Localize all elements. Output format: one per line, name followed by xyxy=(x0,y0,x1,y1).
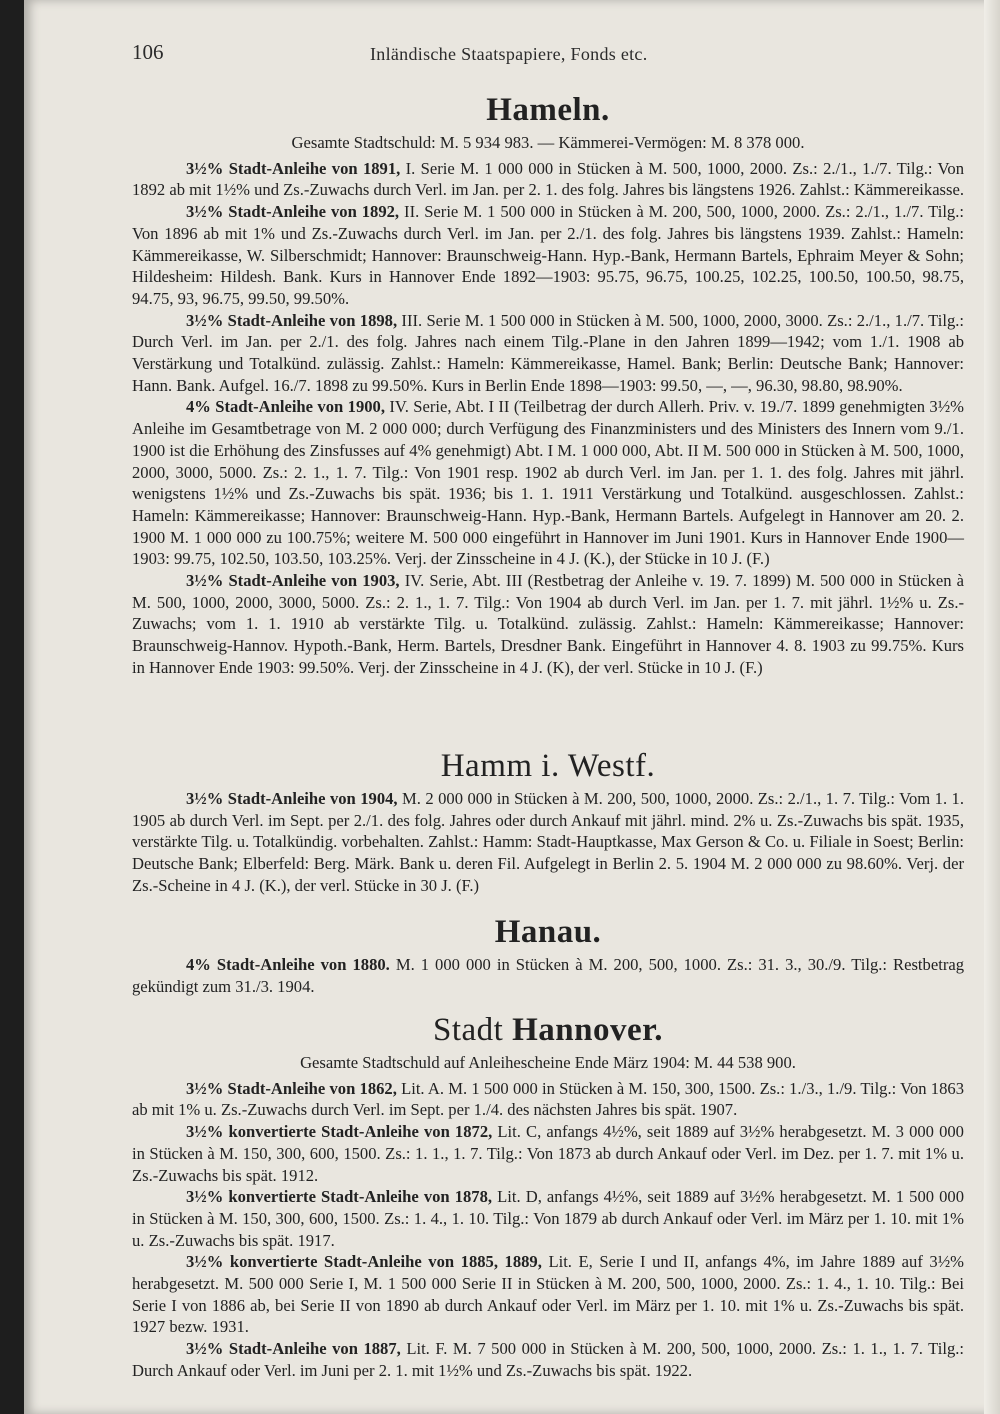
entry-heading: 3½% konvertierte Stadt-Anleihe von 1885, 1889, xyxy=(186,1252,542,1272)
section-title: Hamm i. Westf. xyxy=(440,748,656,784)
entry-text: Lit. C, anfangs 4½%, seit 1889 auf 3½% herabgesetzt. M. 3 000 000 in Stücken à M. 150, 300, 600, 1500. Zs.: 1. 1., 1. 7. Tilg.: Von 1873 ab durch Ankauf oder Verl. im Dez. per 1. 7. mit 1% u. Zs.-Zuwachs bis spät. 1912. xyxy=(132,1122,964,1185)
section-summary: Gesamte Stadtschuld: M. 5 934 983. — Kämmerei-Vermögen: M. 8 378 000. xyxy=(291,133,805,152)
entry-text: Lit. A. M. 1 500 000 in Stücken à M. 150, 300, 1500. Zs.: 1./3., 1./9. Tilg.: Von 1863 ab mit 1% u. Zs.-Zuwachs durch Verl. im Sept. per 1./4. des nächsten Jahres bis spät. 1907. xyxy=(132,1078,964,1120)
entry-text: IV. Serie, Abt. III (Restbetrag der Anleihe v. 19. 7. 1899) M. 500 000 in Stücken à M. 500, 1000, 2000, 3000, 5000. Zs.: 2. 1., 1. 7. Tilg.: Von 1904 ab durch Verl. im Jan. per 1. 7. mit jährl. 1½% u. Zs.-Zuwachs; vom 1. 1. 1910 ab verstärkte Tilg. u. Totalkünd. zulässig. Zahlst.: Hameln: Kämmereikasse; Hannover: Braunschweig-Hannov. Hypoth.-Bank, Herm. Bartels, Dresdner Bank. Eingeführt in Hannover 4. 8. 1903 zu 99.75%. Kurs in Hannover Ende 1903: 99.50%. Verj. der Zinsscheine in 4 J. (K), der verl. Stücke in 10 J. (F.) xyxy=(132,571,964,677)
section-summary: Gesamte Stadtschuld auf Anleihescheine Ende März 1904: M. 44 538 900. xyxy=(300,1053,796,1072)
entry-text: III. Serie M. 1 500 000 in Stücken à M. 500, 1000, 2000, 3000. Zs.: 2./1., 1./7. Tilg.: Durch Verl. im Jan. per 2./1. des folg. Jahres nach einem Tilg.-Plane in den Jahren 1899—1942; vom 1./1. 1908 ab Verstärkung und Totalkünd. zulässig. Zahlst.: Hameln: Kämmereikasse, Hamel. Bank; Berlin: Deutsche Bank; Hannover: Hann. Bank. Aufgel. 16./7. 1898 zu 99.50%. Kurs in Berlin Ende 1898—1903: 99.50, —, —, 96.30, 98.80, 98.90%. xyxy=(132,310,965,395)
entry xyxy=(132,1338,964,1381)
entry-heading: 3½% konvertierte Stadt-Anleihe von 1878, xyxy=(186,1187,493,1207)
entry xyxy=(132,1186,964,1251)
section-title: Hanau. xyxy=(494,914,602,950)
entry xyxy=(132,954,964,997)
section-title xyxy=(132,1010,964,1050)
entry-heading: 3½% Stadt-Anleihe von 1903, xyxy=(186,571,400,591)
entry-heading: 3½% Stadt-Anleihe von 1887, xyxy=(186,1339,401,1359)
entry-heading: 3½% Stadt-Anleihe von 1891, xyxy=(186,158,401,178)
entry-text: Lit. E, Serie I und II, anfangs 4%, im Jahre 1889 auf 3½% herabgesetzt. M. 500 000 Serie I, M. 1 500 000 Serie II in Stücken à M. 200, 500, 1000, 2000. Zs.: 1. 4., 1. 10. Tilg.: Bei Serie I von 1886 ab, bei Serie II von 1890 ab durch Ankauf oder Verl. im März per 1. 10. mit 1% u. Zs.-Zuwachs bis spät. 1927 bezw. 1931. xyxy=(132,1252,964,1337)
entry xyxy=(132,1078,964,1121)
entry-text: Lit. F. M. 7 500 000 in Stücken à M. 200, 500, 1000, 2000. Zs.: 1. 1., 1. 7. Tilg.: Durch Ankauf oder Verl. im Juni per 2. 1. mit 1½% und Zs.-Zuwachs bis spät. 1922. xyxy=(132,1339,964,1380)
entry-heading: 4% Stadt-Anleihe von 1880. xyxy=(186,955,390,974)
section-hannover xyxy=(132,1010,964,1382)
entry xyxy=(132,1251,964,1338)
entry-text: I. Serie M. 1 000 000 in Stücken à M. 500, 1000, 2000. Zs.: 2./1., 1./7. Tilg.: Von 1892 ab mit 1½% und Zs.-Zuwachs durch Verl. im Jan. per 2. 1. des folg. Jahres bis längstens 1926. Zahlst.: Kämmereikasse. xyxy=(132,158,964,200)
page-header xyxy=(132,40,962,70)
entry xyxy=(132,570,964,679)
entry-heading: 3½% Stadt-Anleihe von 1904, xyxy=(186,789,398,808)
section-hamm xyxy=(132,746,964,897)
entry-text: II. Serie M. 1 500 000 in Stücken à M. 200, 500, 1000, 2000. Zs.: 2./1., 1./7. Tilg.: Von 1896 ab mit 1% und Zs.-Zuwachs durch Verl. im Jan. per 2./1. des folg. Jahres bis längstens 1939. Zahlst.: Hameln: Kämmereikasse, W. Silberschmidt; Hannover: Braunschweig-Hann. Hyp.-Bank, Hermann Bartels, Ephraim Meyer & Sohn; Hildesheim: Hildesh. Bank. Kurs in Hannover Ende 1892—1903: 95.75, 96.75, 100.25, 102.25, 100.50, 100.50, 98.75, 94.75, 93, 96.75, 99.50, 99.50%. xyxy=(132,202,964,308)
entry-heading: 3½% Stadt-Anleihe von 1898, xyxy=(186,310,398,330)
entry xyxy=(132,158,964,201)
title-prefix: Stadt xyxy=(433,1012,513,1048)
entry-heading: 3½% konvertierte Stadt-Anleihe von 1872, xyxy=(186,1122,493,1142)
entry xyxy=(132,788,964,897)
entry xyxy=(132,310,964,397)
entry-text: M. 1 000 000 in Stücken à M. 200, 500, 1000. Zs.: 31. 3., 30./9. Tilg.: Restbetrag gekündigt zum 31./3. 1904. xyxy=(132,955,965,996)
section-hanau xyxy=(132,912,964,997)
section-hameln xyxy=(132,90,964,679)
section-title: Hameln. xyxy=(486,92,610,128)
page-edge xyxy=(984,0,1000,1414)
entry xyxy=(132,1121,964,1186)
entry xyxy=(132,396,964,570)
entry-text: Lit. D, anfangs 4½%, seit 1889 auf 3½% herabgesetzt. M. 1 500 000 in Stücken à M. 150, 300, 600, 1500. Zs.: 1. 4., 1. 10. Tilg.: Von 1879 ab durch Ankauf oder Verl. im März per 1. 10. mit 1% u. Zs.-Zuwachs bis spät. 1917. xyxy=(132,1187,965,1250)
page-number: 106 xyxy=(132,40,164,64)
entry-heading: 4% Stadt-Anleihe von 1900, xyxy=(186,397,385,417)
entry-heading: 3½% Stadt-Anleihe von 1862, xyxy=(186,1078,397,1098)
running-title: Inländische Staatspapiere, Fonds etc. xyxy=(370,44,648,64)
entry-heading: 3½% Stadt-Anleihe von 1892, xyxy=(186,202,400,222)
entry-text: IV. Serie, Abt. I II (Teilbetrag der durch Allerh. Priv. v. 19./7. 1899 genehmigten 3½% Anleihe im Gesamtbetrage von M. 2 000 000; durch Verfügung des Finanzministers und des Ministers des Innern vom 9./1. 1900 ist die Erhöhung des Zinsfusses auf 4% genehmigt) Abt. I M. 1 000 000, Abt. II M. 500 000 in Stücken à M. 500, 1000, 2000, 3000, 5000. Zs.: 2. 1., 1. 7. Tilg.: Von 1901 resp. 1902 ab durch Verl. im Jan. per 1. 1. des folg. Jahres mit jährl. wenigstens 1½% und Zs.-Zuwachs bis spät. 1936; bis 1. 1. 1911 Verstärkung und Totalkünd. ausgeschlossen. Zahlst.: Hameln: Kämmereikasse; Hannover: Braunschweig-Hann. Hyp.-Bank, Hermann Bartels. Aufgelegt in Hannover am 20. 2. 1900 M. 1 000 000 zu 100.75%; weitere M. 500 000 eingeführt in Hannover im Juni 1901. Kurs in Hannover Ende 1900—1903: 99.75, 102.50, 103.50, 103.25%. Verj. der Zinsscheine in 4 J. (K.), der Stücke in 10 J. (F.) xyxy=(132,397,964,569)
entry-text: M. 2 000 000 in Stücken à M. 200, 500, 1000, 2000. Zs.: 2./1., 1. 7. Tilg.: Vom 1. 1. 1905 ab durch Verl. im Sept. per 2./1. des folg. Jahres oder durch Ankauf mit jährl. mind. 2% u. Zs.-Zuwachs bis spät. 1935, verstärkte Tilg. u. Totalkündig. vorbehalten. Zahlst.: Hamm: Stadt-Hauptkasse, Max Gerson & Co. u. Filiale in Soest; Berlin: Deutsche Bank; Elberfeld: Berg. Märk. Bank u. deren Fil. Aufgelegt in Berlin 2. 5. 1904 M. 2 000 000 zu 98.60%. Verj. der Zs.-Scheine in 4 J. (K.), der verl. Stücke in 30 J. (F.) xyxy=(132,789,964,895)
entry xyxy=(132,201,964,310)
title-main: Hannover. xyxy=(512,1012,663,1048)
